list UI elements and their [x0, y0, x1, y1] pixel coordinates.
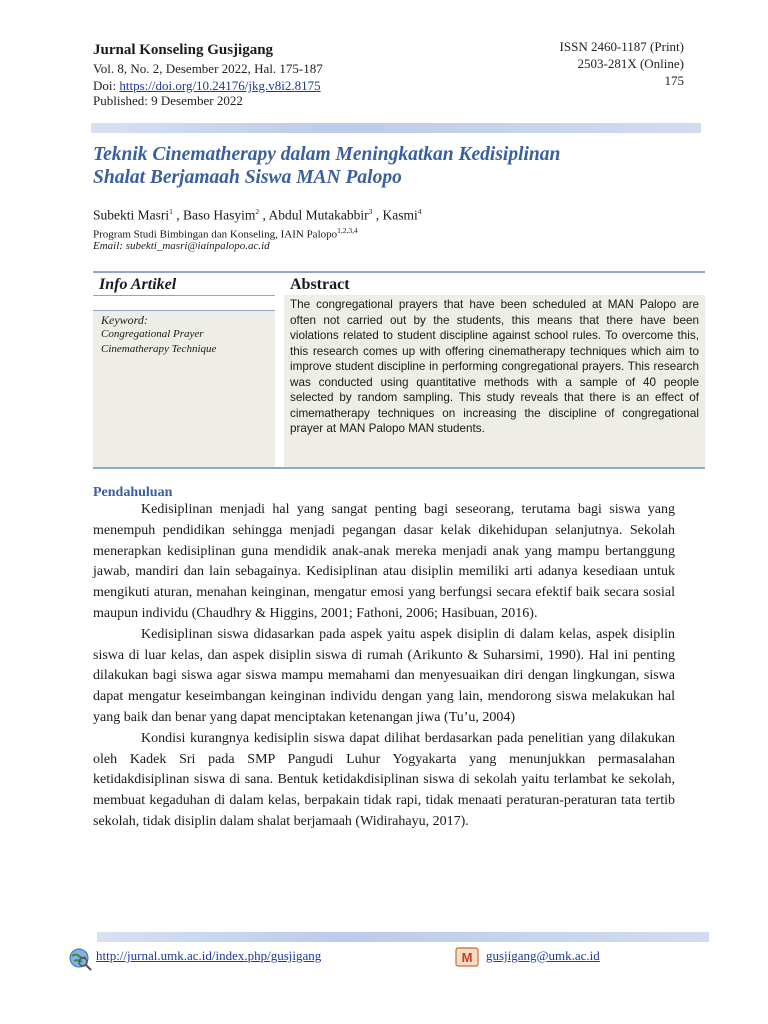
footer-website-link[interactable]: http://jurnal.umk.ac.id/index.php/gusjigang: [96, 948, 322, 963]
body-paragraph: Kondisi kurangnya kedisiplin siswa dapat dilihat berdasarkan pada penelitian yang dilakukan oleh Kadek Sri pada SMP Pangudi Luhur Yogyakarta yang menunjukkan permasalahan ketidakdisiplinan siswa di sana. Bentuk ketidakdisiplinan siswa di sekolah yaitu terlambat ke sekolah, membuat kegaduhan di dalam kelas, berpakain tidak rapi, tidak menaati peraturan-peraturan tata tertib sekolah, tidak disiplin dalam shalat berjamaah (Widirahayu, 2017).: [93, 730, 675, 829]
author-list: Subekti Masri$^1$ , Baso Hasyim$^2$ , Abdul Mutakabbir$^3$ , Kasmi$^4$: [93, 207, 422, 223]
volume-line: Vol. 8, No. 2, Desember 2022, Hal. 175-187: [93, 61, 323, 76]
author-sup: 1: [169, 207, 173, 216]
author-name: Baso Hasyim: [183, 207, 256, 223]
author-name: Kasmi: [382, 207, 418, 223]
journal-name: Jurnal Konseling Gusjigang: [93, 42, 274, 58]
issn-block: [560, 38, 684, 89]
author-sup: 2: [255, 207, 260, 216]
author-sup: 3: [368, 207, 373, 216]
issn-print: ISSN 2460-1187 (Print): [559, 39, 684, 54]
keyword-list: [101, 327, 216, 357]
keyword-label: Keyword:: [101, 313, 148, 327]
doi-link[interactable]: https://doi.org/10.24176/jkg.v8i2.8175: [119, 78, 321, 93]
abstract-heading: Abstract: [290, 276, 350, 293]
page-number: 175: [664, 73, 684, 88]
info-divider: [93, 295, 275, 296]
author-name: Subekti Masri: [93, 207, 170, 223]
published-date: Published: 9 Desember 2022: [93, 93, 243, 108]
section-heading: Pendahuluan: [93, 485, 173, 500]
mail-icon: [455, 945, 479, 969]
title-line-2: Shalat Berjamaah Siswa MAN Palopo: [93, 167, 402, 188]
body-paragraph: Kedisiplinan siswa didasarkan pada aspek yaitu aspek disiplin di dalam kelas, aspek disiplin siswa di luar kelas, dan aspek disiplin siswa di rumah (Arikunto & Suharsimi, 1990). Hal ini penting dilakukan bagi siswa agar siswa mampu memahami dan menyesuaikan diri dengan lingkungan, siswa dapat mengatur keseimbangan keinginan individu dengan yang lain, mendorong siswa melakukan hal yang baik dan benar yang dapat menciptakan ketenangan jiwa (Tu’u, 2004): [93, 626, 675, 725]
info-top-rule: [93, 271, 705, 273]
doi-label: Doi:: [93, 78, 117, 93]
mail-icon-letter: M: [461, 950, 473, 965]
issn-online: 2503-281X (Online): [577, 56, 684, 71]
author-name: Abdul Mutakabbir: [268, 207, 369, 223]
abstract-text: The congregational prayers that have been scheduled at MAN Palopo are often not carried out by the students, this means that there have been violations related to student discipline against school rules. To overcome this, this research comes up with offering cinematherapy techniques which aim to improve student discipline in performing congregational prayers. This research was conducted using quantitative methods with a sample of 40 people selected by random sampling. This study reveals that there is an effect of cimematherapy techniques on increasing the discipline of congregational prayer at MAN Palopo MAN students.: [290, 298, 699, 435]
header-band: [91, 123, 701, 133]
info-bottom-rule: [93, 467, 705, 469]
body-paragraph: Kedisiplinan menjadi hal yang sangat penting bagi seseorang, terutama bagi siswa yang menempuh pendidikan sehingga menjadi pegangan dasar kelak dikehidupan selanjutnya. Sekolah menerapkan kedisiplinan guna mendidik anak-anak mereka menjadi anak yang mampu bertanggung jawab, mandiri dan lain sebagainya. Kedisiplinan atau disiplin memiliki arti adanya kesediaan untuk mengikuti aturan, menahan keinginan, mengatur emosi yang berfungsi secara efektif baik secara sosial maupun individu (Chaudhry & Higgins, 2001; Fathoni, 2006; Hasibuan, 2016).: [93, 502, 675, 621]
article-title: [93, 143, 693, 189]
web-globe-icon: [67, 946, 93, 972]
body-text: [93, 500, 675, 833]
footer-email-link[interactable]: gusjigang@umk.ac.id: [486, 948, 600, 963]
affiliation: [93, 226, 358, 241]
keyword-item: Congregational Prayer: [101, 328, 204, 340]
author-email: Email: subekti_masri@iainpalopo.ac.id: [93, 240, 270, 252]
keyword-divider: [93, 310, 275, 311]
affiliation-sup: 1,2,3,4: [337, 226, 358, 235]
footer-band: [97, 932, 709, 942]
doi-line: [93, 78, 321, 94]
author-sup: 4: [417, 207, 422, 216]
info-heading: Info Artikel: [99, 276, 177, 293]
affiliation-text: Program Studi Bimbingan dan Konseling, IAIN Palopo: [93, 228, 338, 241]
keyword-item: Cinematherapy Technique: [101, 343, 217, 355]
title-line-1: Teknik Cinematherapy dalam Meningkatkan Kedisiplinan: [93, 144, 561, 165]
